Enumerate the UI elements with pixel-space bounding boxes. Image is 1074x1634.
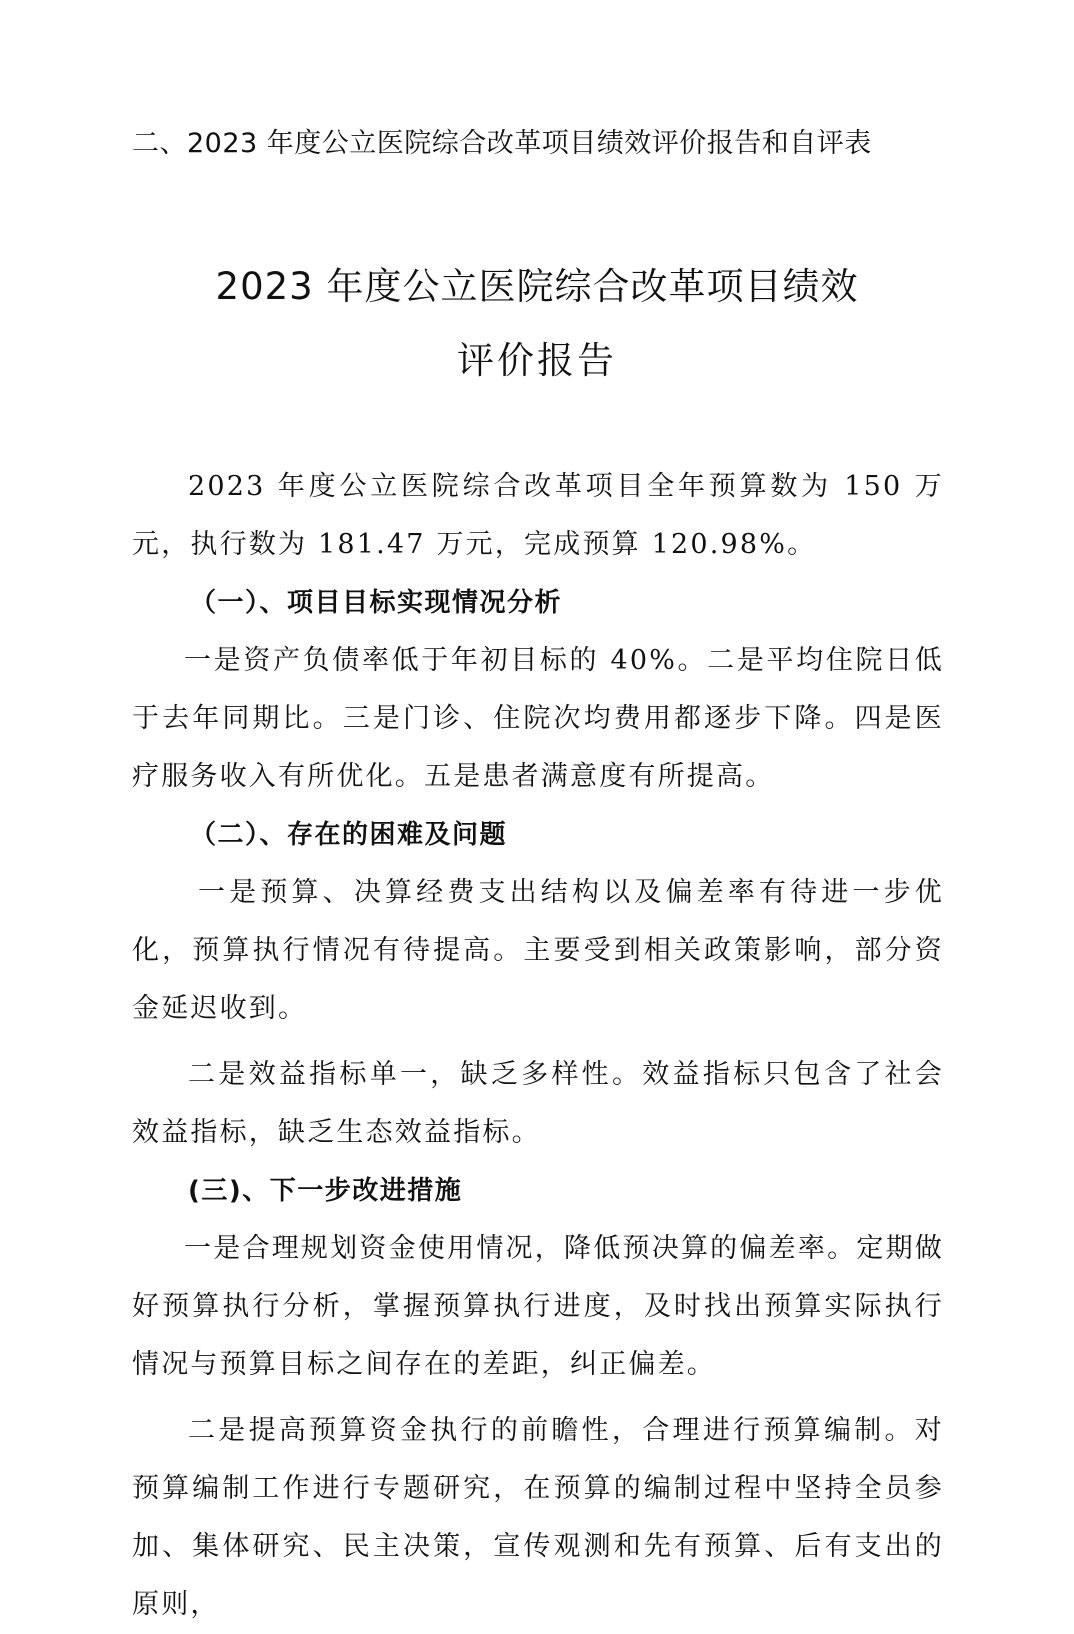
intro-paragraph: 2023 年度公立医院综合改革项目全年预算数为 150 万元，执行数为 181.47 万元，完成预算 120.98%。 bbox=[132, 471, 944, 560]
report-body bbox=[132, 458, 944, 1634]
problems-paragraph-2: 二是效益指标单一，缺乏多样性。效益指标只包含了社会效益指标，缺乏生态效益指标。 bbox=[132, 1059, 944, 1148]
section-heading: 二、2023 年度公立医院综合改革项目绩效评价报告和自评表 bbox=[132, 128, 872, 159]
subheading-improvements: (三)、下一步改进措施 bbox=[188, 1176, 463, 1206]
report-title-line1: 2023 年度公立医院综合改革项目绩效 bbox=[215, 265, 859, 308]
improvements-paragraph-2: 二是提高预算资金执行的前瞻性，合理进行预算编制。对预算编制工作进行专题研究，在预算的编制过程中坚持全员参加、集体研究、民主决策，宣传观测和先有预算、后有支出的原则， bbox=[132, 1415, 944, 1620]
improvements-paragraph-1: 一是合理规划资金使用情况，降低预决算的偏差率。定期做好预算执行分析，掌握预算执行进度，及时找出预算实际执行情况与预算目标之间存在的差距，纠正偏差。 bbox=[132, 1233, 944, 1380]
report-title-line2: 评价报告 bbox=[457, 339, 617, 382]
objectives-paragraph: 一是资产负债率低于年初目标的 40%。二是平均住院日低于去年同期比。三是门诊、住院次均费用都逐步下降。四是医疗服务收入有所优化。五是患者满意度有所提高。 bbox=[132, 645, 944, 792]
problems-paragraph-1: 一是预算、决算经费支出结构以及偏差率有待进一步优化，预算执行情况有待提高。主要受到相关政策影响，部分资金延迟收到。 bbox=[132, 877, 944, 1024]
subheading-objectives: （一）、项目目标实现情况分析 bbox=[190, 588, 563, 618]
subheading-problems: （二）、存在的困难及问题 bbox=[190, 820, 508, 850]
